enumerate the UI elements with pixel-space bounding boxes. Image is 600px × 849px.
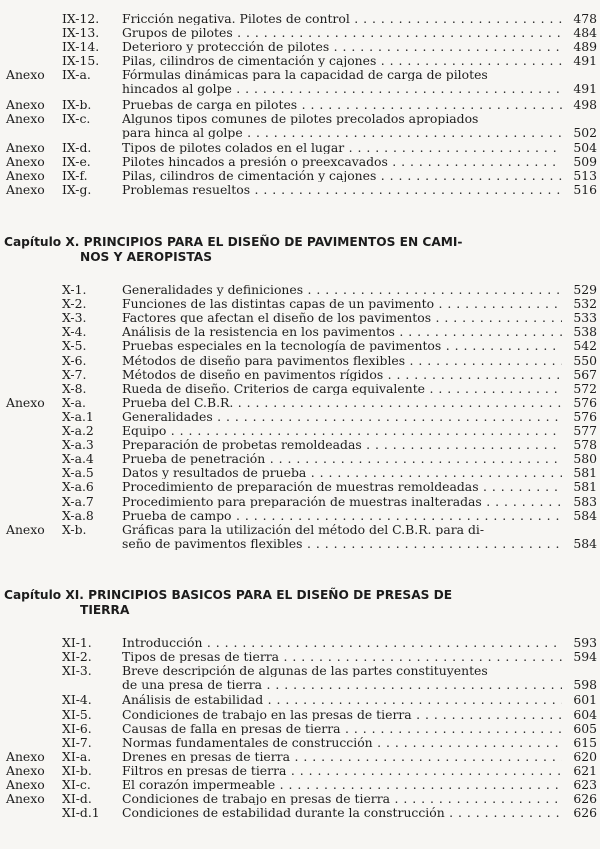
- page-number: 584: [573, 507, 597, 523]
- entry-title: Pruebas de carga en pilotes . . .: [122, 98, 562, 111]
- page-number: 577: [573, 423, 597, 438]
- page-number: 576: [573, 408, 597, 424]
- section-number: XI-5.: [62, 706, 92, 722]
- section-number: IX-d.: [62, 139, 92, 155]
- toc-entry[interactable]: [0, 297, 600, 311]
- annex-label: Anexo: [6, 762, 45, 778]
- page-number: 620: [573, 748, 597, 764]
- page-number: 598: [573, 677, 597, 693]
- page-number: 581: [573, 465, 597, 481]
- section-number: IX-15.: [62, 53, 100, 69]
- entry-title: Prueba de penetración . . .: [122, 452, 562, 465]
- entry-title: Causas de falla en presas de tierra . . .: [122, 722, 562, 735]
- page-number: 489: [573, 39, 597, 55]
- page-number: 498: [573, 96, 597, 112]
- page-number: 615: [573, 734, 597, 750]
- page-number: 478: [573, 11, 597, 26]
- annex-label: Anexo: [6, 96, 45, 112]
- section-number: X-a.7: [62, 493, 94, 509]
- toc-entry[interactable]: [0, 438, 600, 452]
- page-number: 584: [573, 535, 597, 551]
- section-number: IX-g.: [62, 182, 92, 198]
- toc-entry[interactable]: [0, 40, 600, 54]
- entry-title: Métodos de diseño en pavimentos rígidos . . .: [122, 368, 562, 381]
- page-number: 532: [573, 296, 597, 312]
- toc-entry[interactable]: [0, 693, 600, 707]
- toc-entry[interactable]: [0, 410, 600, 424]
- entry-title: Generalidades . . .: [122, 410, 562, 423]
- entry-title: Procedimiento para preparación de muestras inalteradas . . .: [122, 495, 562, 508]
- section-number: X-5.: [62, 338, 87, 354]
- toc-entry[interactable]: [0, 708, 600, 722]
- toc-entry[interactable]: [0, 155, 600, 169]
- section-number: IX-12.: [62, 11, 100, 26]
- section-number: IX-b.: [62, 96, 92, 112]
- entry-title-continuation: seño de pavimentos flexibles . . .: [122, 537, 562, 550]
- entry-title: Funciones de las distintas capas de un pavimento . . .: [122, 297, 562, 310]
- chapter-heading-line: TIERRA: [80, 603, 130, 618]
- entry-title: Pilas, cilindros de cimentación y cajones . . .: [122, 169, 562, 182]
- section-number: XI-c.: [62, 777, 91, 792]
- toc-entry[interactable]: [0, 141, 600, 155]
- section-number: X-2.: [62, 296, 87, 312]
- page-number: 626: [573, 791, 597, 807]
- toc-entry[interactable]: [0, 396, 600, 410]
- entry-title: Drenes en presas de tierra . . .: [122, 750, 562, 763]
- page-number: 605: [573, 720, 597, 736]
- section-number: XI-a.: [62, 748, 92, 764]
- page-number: 626: [573, 805, 597, 821]
- section-number: IX-13.: [62, 25, 100, 41]
- annex-label: Anexo: [6, 154, 45, 169]
- section-number: IX-e.: [62, 154, 91, 169]
- entry-title: Fricción negativa. Pilotes de control . . .: [122, 12, 562, 25]
- entry-title: Pruebas especiales en la tecnología de pavimentos . . .: [122, 339, 562, 352]
- section-number: X-a.2: [62, 423, 94, 438]
- section-number: X-a.4: [62, 451, 94, 467]
- toc-entry[interactable]: [0, 750, 600, 764]
- toc-entry[interactable]: [0, 452, 600, 466]
- annex-label: Anexo: [6, 748, 45, 764]
- toc-entry[interactable]: [0, 495, 600, 509]
- entry-title: Métodos de diseño para pavimentos flexibles . . .: [122, 354, 562, 367]
- toc-entry[interactable]: [0, 466, 600, 480]
- toc-entry[interactable]: [0, 736, 600, 750]
- page-number: 583: [573, 493, 597, 509]
- chapter-heading: [4, 235, 564, 266]
- page-number: 542: [573, 338, 597, 354]
- page-number: 529: [573, 282, 597, 297]
- section-number: XI-4.: [62, 692, 92, 708]
- page-number: 621: [573, 762, 597, 778]
- toc-entry[interactable]: [0, 382, 600, 396]
- section-number: IX-a.: [62, 67, 91, 83]
- annex-label: Anexo: [6, 139, 45, 155]
- entry-title-continuation: para hinca al golpe . . .: [122, 126, 562, 139]
- section-number: XI-d.: [62, 791, 92, 807]
- section-number: XI-6.: [62, 720, 92, 736]
- toc-entry[interactable]: [0, 368, 600, 382]
- entry-title-continuation: de una presa de tierra . . .: [122, 678, 562, 691]
- entry-title: Introducción . . .: [122, 636, 562, 649]
- toc-entry[interactable]: [0, 764, 600, 778]
- entry-title: Condiciones de estabilidad durante la construcción . . .: [122, 806, 562, 819]
- entry-title: Pilotes hincados a presión o preexcavados . . .: [122, 155, 562, 168]
- toc-entry[interactable]: [0, 521, 600, 551]
- entry-title: Condiciones de trabajo en las presas de tierra . . .: [122, 708, 562, 721]
- section-number: IX-14.: [62, 39, 100, 55]
- page-number: 538: [573, 324, 597, 340]
- toc-entry[interactable]: [0, 424, 600, 438]
- page-number: 578: [573, 437, 597, 453]
- chapter-heading: [4, 588, 564, 619]
- chapter-heading-line: Capítulo X. PRINCIPIOS PARA EL DISEÑO DE PAVIMENTOS EN CAMI-: [4, 235, 463, 249]
- annex-label: Anexo: [6, 394, 45, 410]
- page-number: 593: [573, 635, 597, 650]
- toc-entry[interactable]: [0, 12, 600, 26]
- annex-label: Anexo: [6, 67, 45, 83]
- page-number: 491: [573, 81, 597, 97]
- section-number: X-a.3: [62, 437, 94, 453]
- section-number: X-7.: [62, 366, 87, 382]
- toc-entry[interactable]: [0, 26, 600, 40]
- page-number: 516: [573, 182, 597, 198]
- page-number: 513: [573, 168, 597, 184]
- section-number: XI-2.: [62, 649, 92, 665]
- page-number: 502: [573, 124, 597, 140]
- section-number: X-a.: [62, 394, 86, 410]
- toc-entry[interactable]: [0, 792, 600, 806]
- annex-label: Anexo: [6, 182, 45, 198]
- entry-title: Tipos de presas de tierra . . .: [122, 650, 562, 663]
- toc-entry[interactable]: [0, 283, 600, 297]
- page-number: 533: [573, 310, 597, 326]
- entry-title: Prueba del C.B.R. . . .: [122, 396, 562, 409]
- section-number: X-a.1: [62, 408, 94, 424]
- entry-title: Análisis de la resistencia en los pavimentos . . .: [122, 325, 562, 338]
- page-number: 509: [573, 154, 597, 169]
- entry-title: Análisis de estabilidad . . .: [122, 693, 562, 706]
- page-number: 581: [573, 479, 597, 495]
- toc-entry[interactable]: [0, 54, 600, 68]
- entry-title: Prueba de campo . . .: [122, 509, 562, 522]
- entry-title: El corazón impermeable . . .: [122, 778, 562, 791]
- toc-entry[interactable]: [0, 354, 600, 368]
- entry-title: Gráficas para la utilización del método del C.B.R. para di-: [122, 522, 485, 536]
- page-number: 504: [573, 139, 597, 155]
- toc-entry[interactable]: [0, 339, 600, 353]
- section-number: X-3.: [62, 310, 87, 326]
- entry-title: Tipos de pilotes colados en el lugar . . .: [122, 141, 562, 154]
- toc-entry[interactable]: [0, 325, 600, 339]
- toc-entry[interactable]: [0, 98, 600, 112]
- chapter-heading-line: Capítulo XI. PRINCIPIOS BASICOS PARA EL DISEÑO DE PRESAS DE: [4, 588, 453, 602]
- page-number: 484: [573, 25, 597, 41]
- entry-title: Equipo . . .: [122, 424, 562, 437]
- entry-title: Pilas, cilindros de cimentación y cajones . . .: [122, 54, 562, 67]
- toc-entry[interactable]: [0, 778, 600, 792]
- page-number: 604: [573, 706, 597, 722]
- entry-title: Breve descripción de algunas de las partes constituyentes: [122, 664, 488, 678]
- section-number: XI-3.: [62, 663, 92, 679]
- page-number: 594: [573, 649, 597, 665]
- toc-entry[interactable]: [0, 311, 600, 325]
- page-number: 601: [573, 692, 597, 708]
- entry-title: Generalidades y definiciones . . .: [122, 283, 562, 296]
- section-number: IX-c.: [62, 110, 91, 126]
- annex-label: Anexo: [6, 168, 45, 184]
- toc-entry[interactable]: [0, 636, 600, 650]
- section-number: X-8.: [62, 380, 87, 396]
- page-number: 550: [573, 352, 597, 368]
- page-number: 491: [573, 53, 597, 69]
- toc-entry[interactable]: [0, 480, 600, 494]
- chapter-heading-line: NOS Y AEROPISTAS: [80, 250, 212, 265]
- toc-entry[interactable]: [0, 67, 600, 97]
- entry-title: Algunos tipos comunes de pilotes precolados apropiados: [122, 111, 479, 125]
- section-number: X-4.: [62, 324, 87, 340]
- annex-label: Anexo: [6, 110, 45, 126]
- page-number: 567: [573, 366, 597, 382]
- toc-entry[interactable]: [0, 509, 600, 523]
- entry-title: Filtros en presas de tierra . . .: [122, 764, 562, 777]
- section-number: IX-f.: [62, 168, 88, 184]
- section-number: X-a.8: [62, 507, 94, 523]
- section-number: X-a.6: [62, 479, 94, 495]
- entry-title: Problemas resueltos . . .: [122, 183, 562, 196]
- section-number: XI-d.1: [62, 805, 100, 821]
- annex-label: Anexo: [6, 777, 45, 792]
- toc-entry[interactable]: [0, 663, 600, 693]
- entry-title: Procedimiento de preparación de muestras remoldeadas . . .: [122, 480, 562, 493]
- toc-entry[interactable]: [0, 650, 600, 664]
- toc-entry[interactable]: [0, 806, 600, 820]
- section-number: X-a.5: [62, 465, 94, 481]
- section-number: X-1.: [62, 282, 87, 297]
- toc-entry[interactable]: [0, 183, 600, 197]
- page-number: 580: [573, 451, 597, 467]
- entry-title: Deterioro y protección de pilotes . . .: [122, 40, 562, 53]
- annex-label: Anexo: [6, 791, 45, 807]
- toc-entry[interactable]: [0, 110, 600, 140]
- toc-entry[interactable]: [0, 169, 600, 183]
- section-number: XI-1.: [62, 635, 92, 650]
- toc-entry[interactable]: [0, 722, 600, 736]
- section-number: X-b.: [62, 521, 87, 537]
- entry-title: Condiciones de trabajo en presas de tierra . . .: [122, 792, 562, 805]
- entry-title-continuation: hincados al golpe . . .: [122, 82, 562, 95]
- entry-title: Fórmulas dinámicas para la capacidad de carga de pilotes: [122, 68, 488, 82]
- entry-title: Normas fundamentales de construcción . . .: [122, 736, 562, 749]
- entry-title: Rueda de diseño. Criterios de carga equivalente . . .: [122, 382, 562, 395]
- entry-title: Preparación de probetas remoldeadas . . .: [122, 438, 562, 451]
- entry-title: Grupos de pilotes . . .: [122, 26, 562, 39]
- page-number: 572: [573, 380, 597, 396]
- page-number: 623: [573, 777, 597, 792]
- annex-label: Anexo: [6, 521, 45, 537]
- entry-title: Factores que afectan el diseño de los pavimentos . . .: [122, 311, 562, 324]
- section-number: X-6.: [62, 352, 87, 368]
- section-number: XI-7.: [62, 734, 92, 750]
- page-number: 576: [573, 394, 597, 410]
- entry-title: Datos y resultados de prueba . . .: [122, 466, 562, 479]
- section-number: XI-b.: [62, 762, 92, 778]
